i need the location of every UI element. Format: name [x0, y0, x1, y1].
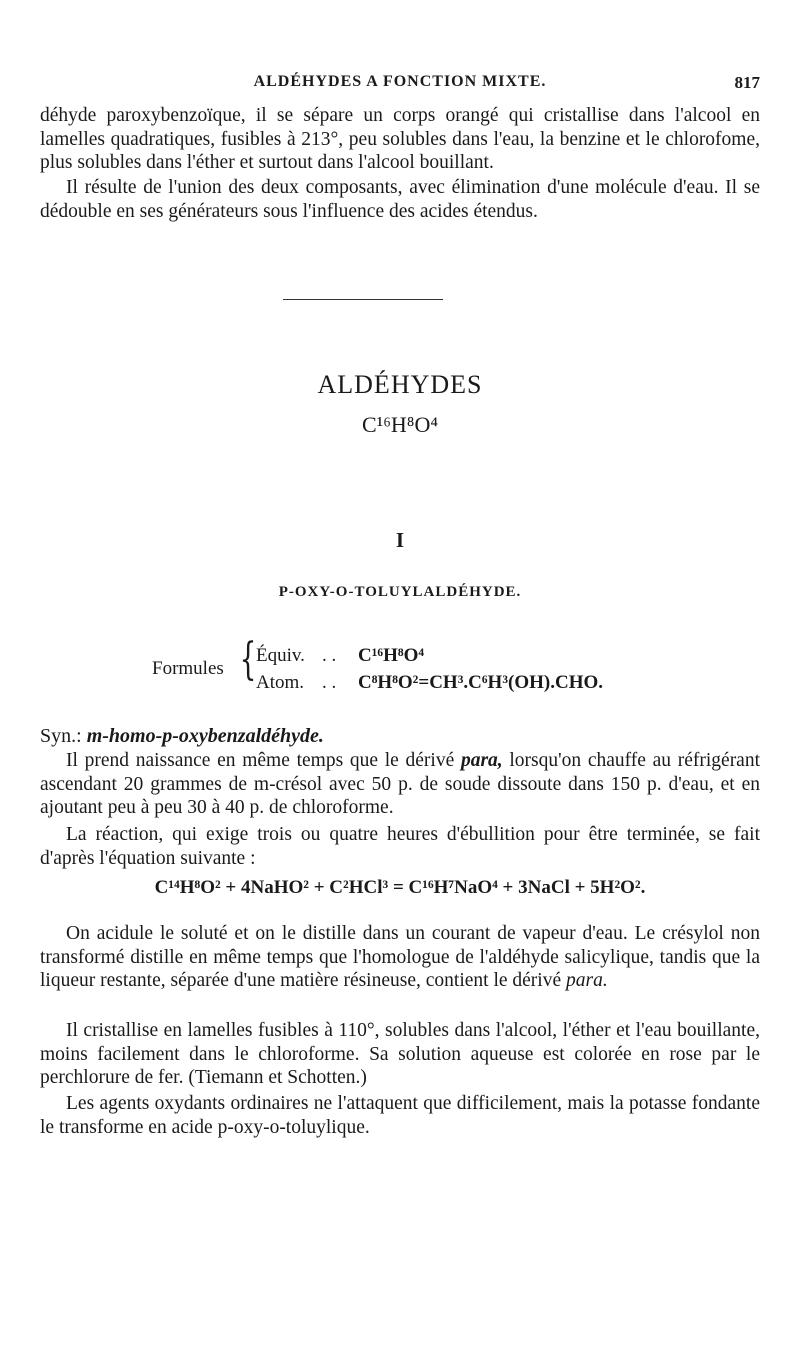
atom-value: C⁸H⁸O²=CH³.C⁶H³(OH).CHO.	[358, 672, 604, 693]
equiv-value: C¹⁶H⁸O⁴	[358, 645, 425, 666]
distillation-para-term: para.	[566, 970, 608, 991]
reaction-paragraph: La réaction, qui exige trois ou quatre heures d'ébullition pour être terminée, se fait d'après l'équation suivante :	[40, 824, 760, 869]
synonym-label: Syn.:	[40, 725, 82, 747]
section-divider	[283, 299, 443, 300]
compound-name: P-OXY-O-TOLUYLALDÉHYDE.	[278, 584, 522, 600]
atom-dots: . .	[322, 672, 337, 693]
preparation-text-a: Il prend naissance en même temps que le dérivé	[66, 750, 455, 771]
running-head	[40, 73, 760, 97]
oxidation-paragraph: Les agents oxydants ordinaires ne l'attaquent que difficilement, mais la potasse fondante le transforme en acide p-oxy-o-toluylique.	[40, 1093, 760, 1138]
properties-paragraph: Il cristallise en lamelles fusibles à 110°, solubles dans l'alcool, l'éther et l'eau bouillante, moins facilement dans le chloroforme. Sa solution aqueuse est colorée en rose par le perchlorure de fer. (Tiemann et Schotten.)	[40, 1020, 760, 1088]
reaction-equation: C¹⁴H⁸O² + 4NaHO² + C²HCl³ = C¹⁶H⁷NaO⁴ + 3NaCl + 5H²O².	[154, 877, 646, 898]
synonym-name: m-homo-p-oxybenzaldéhyde.	[86, 725, 324, 747]
preparation-para-term: para,	[460, 750, 503, 771]
section-title: ALDÉHYDES	[317, 370, 483, 399]
formulas-label: Formules	[152, 658, 224, 679]
formula-equivalent	[256, 645, 424, 667]
intro-paragraph-2: Il résulte de l'union des deux composants, avec élimination d'une molécule d'eau. Il se dédouble en ses générateurs sous l'influence des acides étendus.	[40, 177, 760, 222]
page-number: 817	[734, 73, 760, 92]
distillation-text: On acidule le soluté et on le distille dans un courant de vapeur d'eau. Le crésylol non transformé distille en même temps que l'homologue de l'aldéhyde salicylique, tandis que la liqueur restante, séparée d'une matière résineuse, contient le dérivé	[40, 923, 760, 991]
synonym-line	[40, 725, 324, 748]
formulas-brace: {	[239, 634, 257, 685]
preparation-paragraph	[40, 749, 760, 820]
equiv-label: Équiv.	[256, 645, 305, 666]
distillation-paragraph	[40, 922, 760, 993]
intro-paragraph-1: déhyde paroxybenzoïque, il se sépare un corps orangé qui cristallise dans l'alcool en lamelles quadratiques, fusibles à 213°, peu solubles dans l'eau, la benzine et le chlorofome, plus solubles dans l'éther et surtout dans l'alcool bouillant.	[40, 105, 760, 173]
compound-number: I	[395, 528, 405, 552]
atom-label: Atom.	[256, 672, 305, 693]
formula-atomic	[256, 672, 603, 694]
preparation-text-b: lorsqu'on chauffe au réfrigérant ascendant 20 grammes de m-crésol avec 50 p. de soude dissoute dans 150 p. d'eau, et en ajoutant peu à peu 30 à 40 p. de chloroforme.	[40, 750, 761, 818]
equiv-dots: . .	[322, 645, 337, 666]
running-title: ALDÉHYDES A FONCTION MIXTE.	[253, 73, 547, 90]
section-formula: C¹⁶H⁸O⁴	[361, 412, 439, 437]
